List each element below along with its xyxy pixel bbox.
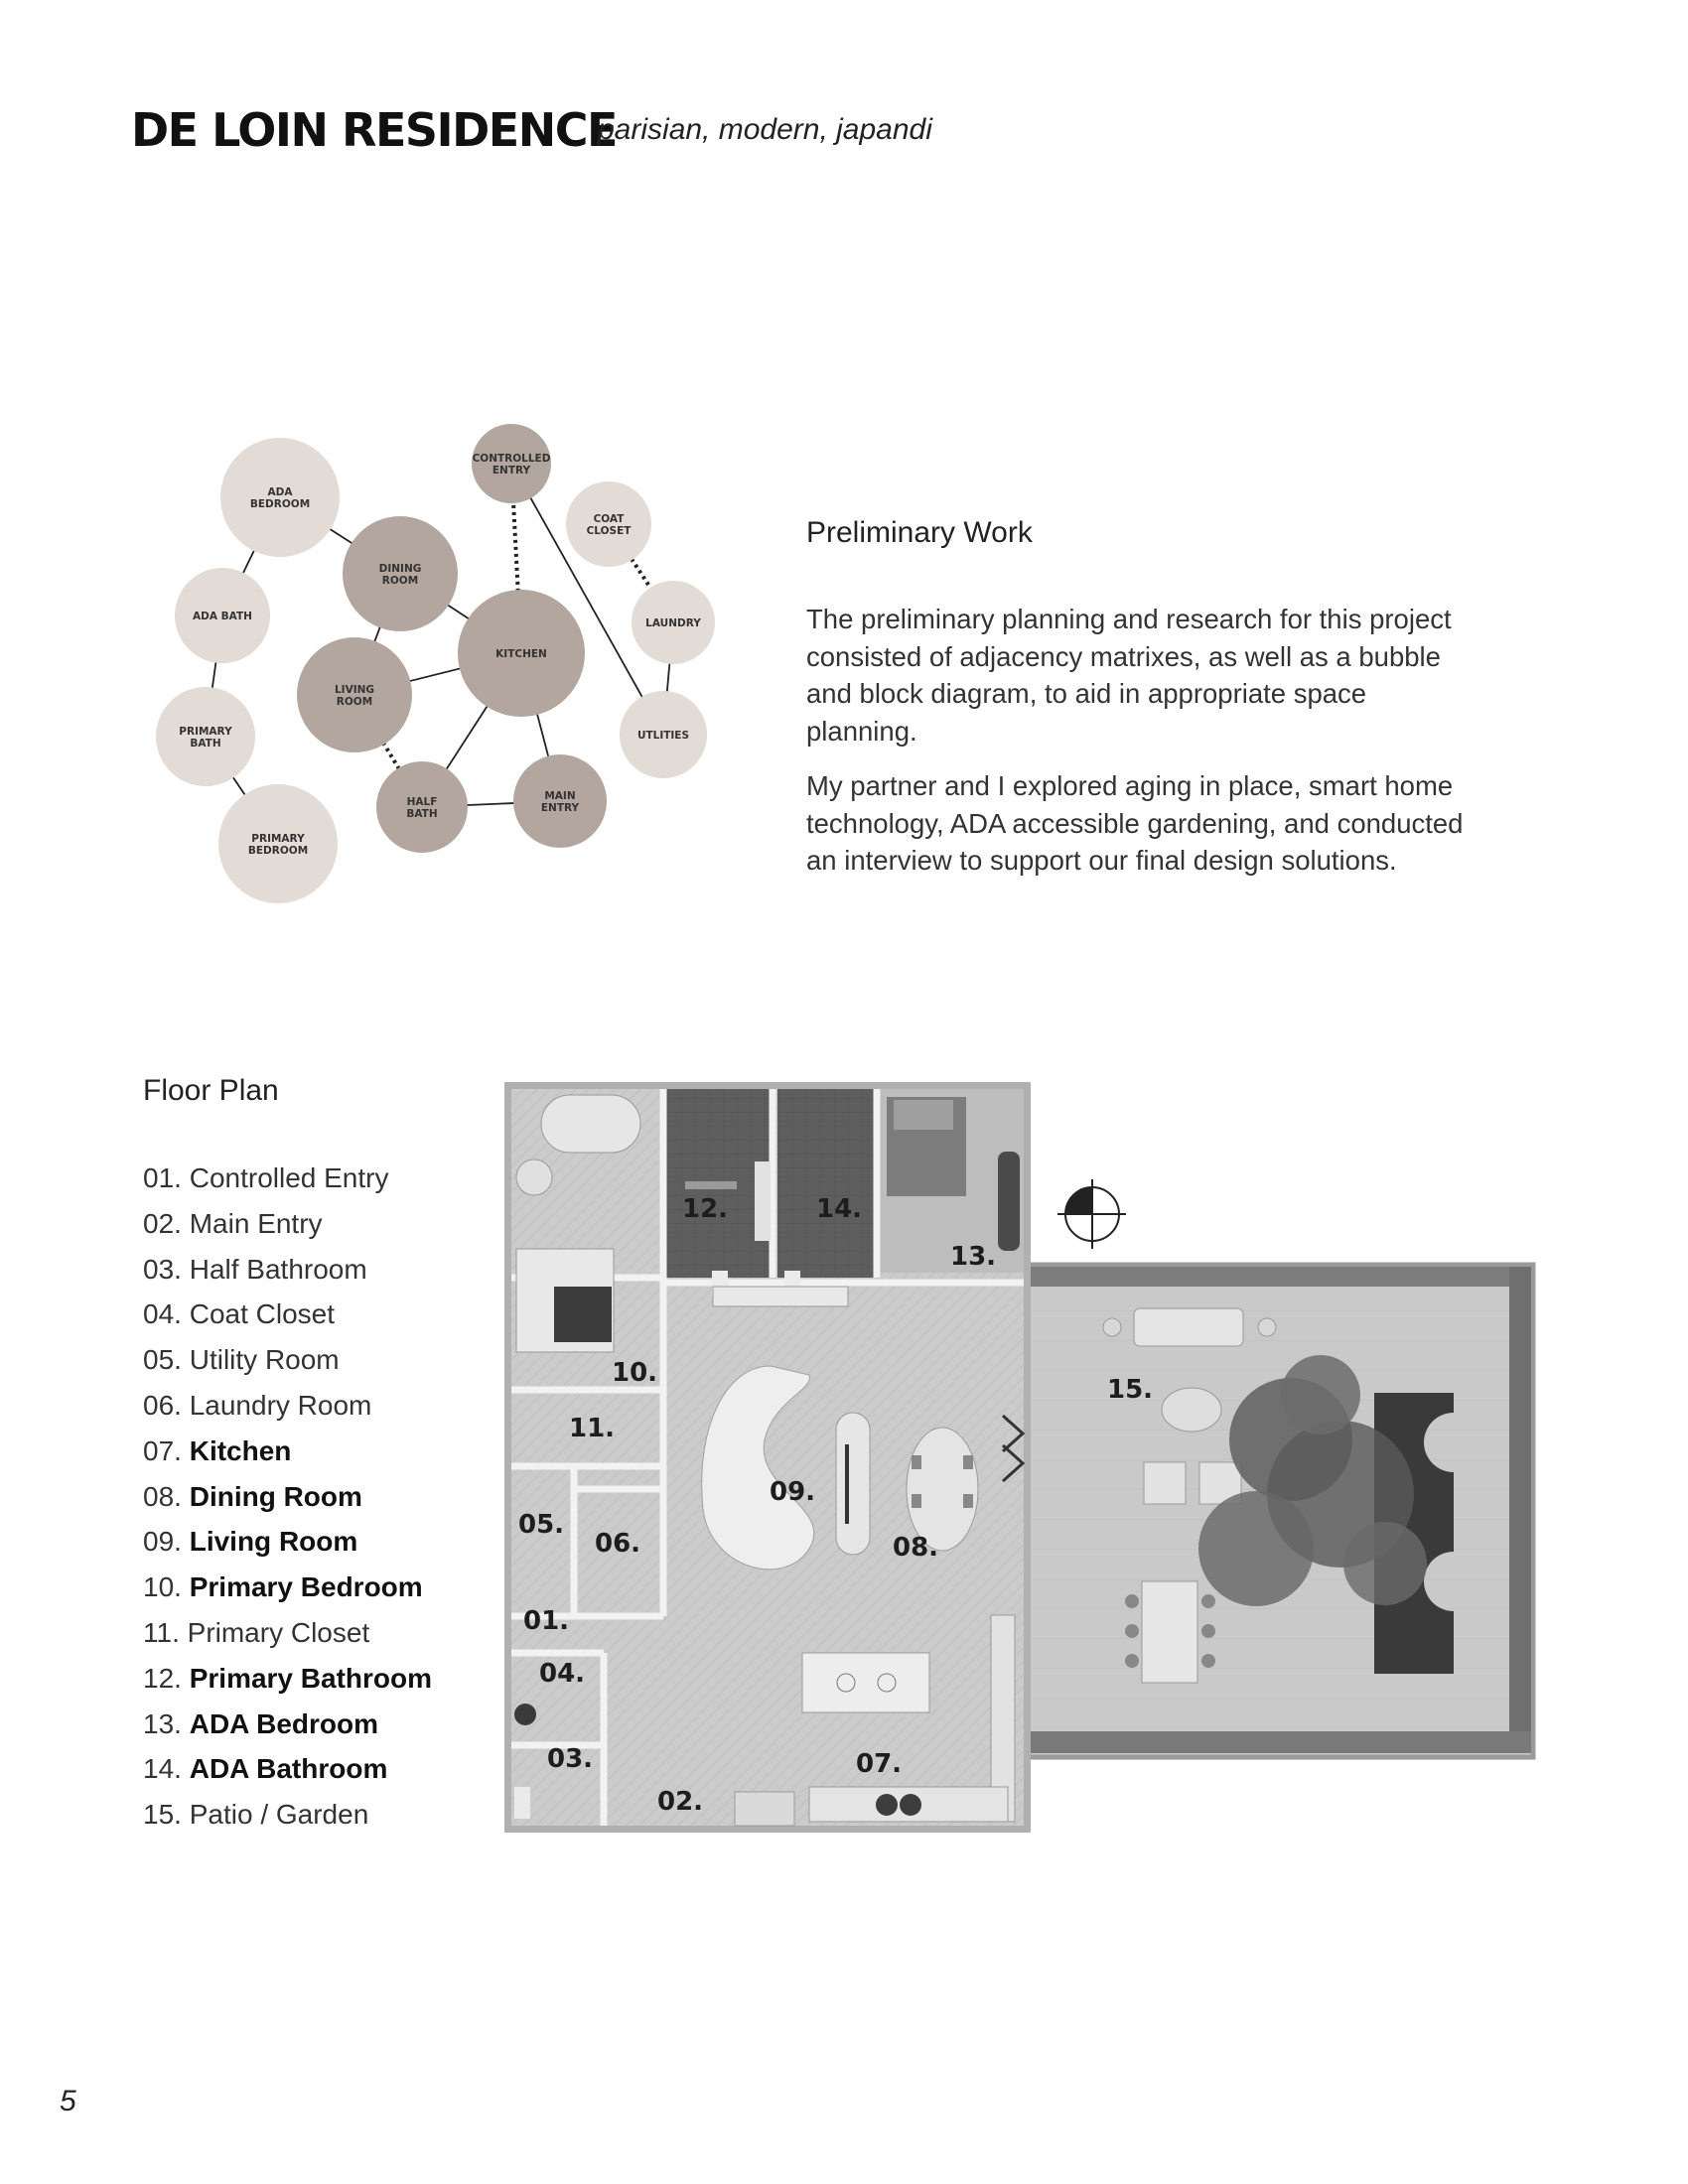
legend-room-name: Half Bathroom (189, 1253, 367, 1285)
legend-number: 15. (143, 1799, 182, 1831)
bubble-label: BATH (190, 738, 221, 750)
room-label: 09. (770, 1477, 816, 1507)
patio-garden-area (1027, 1265, 1533, 1757)
legend-room-name: Main Entry (189, 1207, 323, 1239)
legend-room-name: ADA Bathroom (189, 1753, 388, 1785)
bubble-living-room (297, 637, 412, 752)
legend-item (143, 1201, 432, 1247)
legend-number: 10. (143, 1571, 182, 1603)
legend-room-name: Living Room (189, 1526, 358, 1558)
bubble-main-entry (513, 754, 607, 848)
legend-room-name: Controlled Entry (189, 1162, 389, 1193)
room-label: 11. (569, 1414, 616, 1443)
bubble-half-bath (376, 761, 468, 853)
legend-item (143, 1474, 432, 1520)
room-legend (143, 1156, 432, 1838)
legend-number: 12. (143, 1662, 182, 1694)
bubble-label: PRIMARY (251, 833, 305, 845)
compass-icon (1057, 1179, 1126, 1249)
preliminary-paragraph-1: The preliminary planning and research for this project consisted of adjacency matrixes, as well as a bubble and block diagram, to aid in appropriate space planning. (806, 604, 1452, 747)
bubble-label: DINING (378, 563, 422, 575)
room-label: 01. (523, 1606, 570, 1636)
room-label: 10. (612, 1358, 658, 1388)
bubble-label: KITCHEN (495, 648, 547, 660)
bubble-label: HALF (406, 796, 438, 808)
legend-item (143, 1292, 432, 1337)
legend-item (143, 1337, 432, 1383)
legend-number: 09. (143, 1526, 182, 1558)
legend-number: 08. (143, 1480, 182, 1512)
room-label: 04. (539, 1659, 586, 1689)
legend-item (143, 1746, 432, 1792)
floor-plan (501, 1077, 1574, 1838)
legend-number: 14. (143, 1753, 182, 1785)
bubble-primary-bedroom (218, 784, 338, 903)
bubble-primary-bath (156, 687, 255, 786)
bubble-utilities (620, 691, 707, 778)
room-label: 08. (893, 1533, 939, 1563)
bubble-diagram (139, 407, 701, 933)
bubble-label: PRIMARY (179, 726, 232, 738)
floor-plan-heading: Floor Plan (143, 1074, 279, 1107)
room-label: 06. (595, 1529, 641, 1559)
bubble-laundry (632, 581, 715, 664)
legend-number: 03. (143, 1253, 182, 1285)
room-label: 05. (518, 1510, 565, 1540)
bubble-label: ADA BATH (193, 611, 252, 622)
legend-item (143, 1383, 432, 1429)
bubble-label: ROOM (336, 696, 373, 708)
legend-room-name: Primary Bedroom (189, 1571, 423, 1603)
bubble-coat-closet (566, 481, 651, 567)
room-label: 03. (547, 1744, 594, 1774)
legend-item (143, 1519, 432, 1565)
legend-item (143, 1429, 432, 1474)
bubble-controlled-entry (472, 424, 551, 503)
house-plan (504, 1082, 1031, 1833)
page-subtitle: parisian, modern, japandi (598, 113, 932, 146)
legend-room-name: Laundry Room (189, 1389, 372, 1421)
legend-room-name: Coat Closet (189, 1298, 336, 1330)
legend-room-name: Dining Room (189, 1480, 362, 1512)
bubble-label: CONTROLLED (472, 453, 551, 465)
legend-room-name: Primary Closet (187, 1616, 370, 1648)
legend-item (143, 1610, 432, 1656)
bubble-nodes (156, 424, 715, 903)
bubble-label: ENTRY (540, 802, 580, 814)
page-title: DE LOIN RESIDENCE (131, 103, 617, 157)
preliminary-heading: Preliminary Work (806, 516, 1033, 549)
legend-item (143, 1702, 432, 1747)
bubble-label: BEDROOM (247, 845, 309, 857)
room-label: 15. (1107, 1375, 1154, 1405)
bubble-label: ADA (267, 486, 293, 498)
legend-number: 06. (143, 1389, 182, 1421)
legend-room-name: ADA Bedroom (189, 1707, 379, 1739)
legend-number: 07. (143, 1434, 182, 1466)
room-label: 14. (816, 1194, 863, 1224)
room-label: 07. (856, 1749, 903, 1779)
bubble-label: LAUNDRY (645, 617, 701, 629)
room-label: 02. (657, 1787, 704, 1817)
bubble-label: ENTRY (492, 465, 531, 477)
legend-item (143, 1156, 432, 1201)
bubble-label: CLOSET (586, 525, 632, 537)
bubble-label: BEDROOM (249, 498, 311, 510)
bubble-label: ROOM (381, 575, 419, 587)
legend-number: 04. (143, 1298, 182, 1330)
legend-number: 02. (143, 1207, 182, 1239)
legend-number: 01. (143, 1162, 182, 1193)
room-label: 12. (682, 1194, 729, 1224)
bubble-kitchen (458, 590, 585, 717)
legend-item (143, 1247, 432, 1293)
bubble-label: LIVING (334, 684, 375, 696)
legend-room-name: Utility Room (189, 1344, 340, 1376)
bubble-label: MAIN (544, 790, 576, 802)
legend-room-name: Primary Bathroom (189, 1662, 433, 1694)
legend-item (143, 1792, 432, 1838)
page-number: 5 (60, 2085, 76, 2117)
preliminary-paragraph-2: My partner and I explored aging in place, smart home technology, ADA accessible gardening, and conducted an interview to support our final design solutions. (806, 770, 1464, 876)
legend-number: 11. (143, 1616, 180, 1648)
legend-number: 05. (143, 1344, 182, 1376)
bubble-label: BATH (406, 808, 438, 820)
legend-room-name: Kitchen (189, 1434, 292, 1466)
bubble-ada-bedroom (220, 438, 340, 557)
legend-number: 13. (143, 1707, 182, 1739)
bubble-label: COAT (593, 513, 625, 525)
legend-room-name: Patio / Garden (189, 1799, 369, 1831)
bubble-ada-bath (175, 568, 270, 663)
room-label: 13. (950, 1242, 997, 1272)
bubble-dining-room (343, 516, 458, 631)
legend-item (143, 1656, 432, 1702)
bubble-label: UTLITIES (636, 730, 690, 742)
legend-item (143, 1565, 432, 1610)
